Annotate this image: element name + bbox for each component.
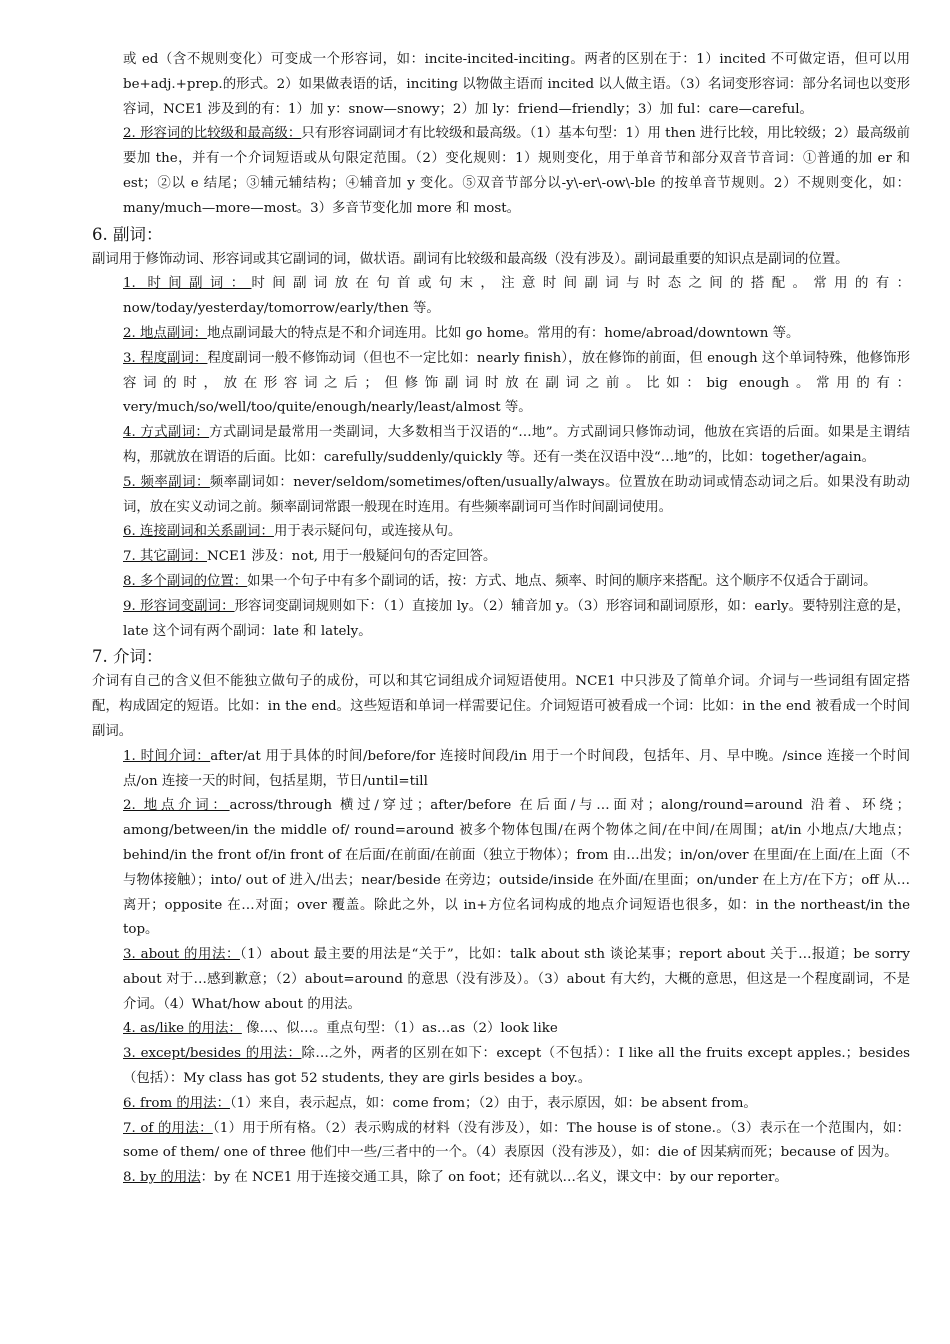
adverb-item [123, 595, 910, 645]
item-body: across/through 横过/穿过；after/before 在后面/与…面对；along/round=around 沿着、环绕；among/between/in the middle of/ round=around 被多个物体包围/在两个物体之间/在中间/在周围；at/in 小地点/大地点；behind/in the front of/in front of 在后面/在前面/在前面（独立于物体）；from 由…出发；in/on/over 在里面/在上面/在上面（不与物体接触）；into/ out of 进入/出去；near/beside 在旁边；outside/inside 在外面/在里面；on/under 在上方/在下方；off 从…离开；opposite 在…对面；over 覆盖。除此之外，以 in+方位名词构成的地点介词短语也很多，如：in the northeast/in the top。 [123, 798, 910, 938]
item-body: ：by 在 NCE1 用于连接交通工具，除了 on foot；还有就以…名义，课文中：by our reporter。 [200, 1170, 788, 1186]
section-intro-preposition: 介词有自己的含义但不能独立做句子的成份，可以和其它词组成介词短语使用。NCE1 中只涉及了简单介词。介词与一些词组有固定搭配，构成固定的短语。比如：in the end。这些短语和单词一样需要记住。介词短语可被看成一个词：比如：in the end 被看成一个时间副词。 [92, 674, 910, 739]
item-heading: 7. 其它副词： [123, 549, 207, 565]
preposition-item [123, 1117, 910, 1167]
item-body: 程度副词一般不修饰动词（但也不一定比如：nearly finish），放在修饰的前面，但 enough 这个单词特殊，他修饰形容词的时，放在形容词之后；但修饰副词时放在副词之前。比如：big enough。常用的有：very/much/so/well/too/quite/enough/nearly/least/almost 等。 [123, 350, 910, 416]
adverb-item [123, 570, 910, 595]
preposition-item [123, 745, 910, 795]
preposition-item [123, 943, 910, 1017]
paragraph-adjective-formation [123, 48, 910, 122]
item-heading: 6. 连接副词和关系副词： [123, 524, 274, 540]
preposition-item [123, 1017, 910, 1042]
item-heading: 4. 方式副词： [123, 425, 210, 441]
item-body: 地点副词最大的特点是不和介词连用。比如 go home。常用的有：home/abroad/downtown 等。 [207, 325, 800, 341]
adverb-item [123, 545, 910, 570]
item-heading: 9. 形容词变副词： [123, 598, 235, 614]
item-heading: 2. 地点介词： [123, 798, 230, 814]
item-heading: 8. 多个副词的位置： [123, 573, 248, 589]
item-body: 像…、似…。重点句型：（1）as…as（2）look like [241, 1021, 558, 1037]
section-title-adverb: 6. 副词： [92, 224, 163, 244]
item-body: 如果一个句子中有多个副词的话，按：方式、地点、频率、时间的顺序来搭配。这个顺序不仅适合于副词。 [247, 573, 877, 589]
preposition-item [123, 794, 910, 943]
item-heading: 2. 地点副词： [123, 325, 207, 341]
item-heading: 8. by 的用法 [123, 1170, 201, 1186]
adverb-item [123, 272, 910, 322]
section-intro-adverb: 副词用于修饰动词、形容词或其它副词的词，做状语。副词有比较级和最高级（没有涉及）。副词最重要的知识点是副词的位置。 [92, 251, 849, 267]
item-body: （1）来自，表示起点，如：come from；（2）由于，表示原因，如：be absent from。 [229, 1095, 757, 1111]
adverb-item [123, 322, 910, 347]
item-body: （1）用于所有格。（2）表示购成的材料（没有涉及），如：The house is of stone.。（3）表示在一个范围内，如：some of them/ one of three 他们中一些/三者中的一个。（4）表原因（没有涉及），如：die of 因某病而死；because of 因为。 [123, 1120, 910, 1161]
item-body: 时间副词放在句首或句末，注意时间副词与时态之间的搭配。常用的有：now/today/yesterday/tomorrow/early/then 等。 [123, 276, 910, 317]
item-heading: 5. 频率副词： [123, 474, 210, 490]
item-body: 只有形容词副词才有比较级和最高级。（1）基本句型：1）用 then 进行比较，用比较级；2）最高级前要加 the，并有一个介词短语或从句限定范围。（2）变化规则：1）规则变化，用于单音节和部分双音节音词：①普通的加 er 和 est；②以 e 结尾；③辅元辅结构；④辅音加 y 变化。⑤双音节部分以-y\-er\-ow\-ble 的按单音节规则。2）不规则变化，如：many/much—more—most。3）多音节变化加 more 和 most。 [123, 126, 910, 216]
item-heading: 2. 形容词的比较级和最高级： [123, 126, 302, 142]
preposition-item [123, 1166, 910, 1191]
item-body: 形容词变副词规则如下：（1）直接加 ly。（2）辅音加 y。（3）形容词和副词原形，如：early。要特别注意的是，late 这个词有两个副词：late 和 lately。 [123, 598, 910, 639]
paragraph-comparison [123, 122, 910, 221]
item-body: NCE1 涉及：not, 用于一般疑问句的否定回答。 [207, 549, 497, 565]
section-title-preposition: 7. 介词： [92, 647, 163, 667]
adverb-item [123, 520, 910, 545]
item-heading: 6. from 的用法： [123, 1095, 230, 1111]
item-body: 除…之外，两者的区别在如下：except（不包括）：I like all the fruits except apples.；besides（包括）：My class has got 52 students, they are girls besides a boy.。 [123, 1046, 910, 1087]
item-heading: 7. of 的用法： [123, 1120, 213, 1136]
item-heading: 3. 程度副词： [123, 350, 208, 366]
item-heading: 1. 时间介词： [123, 748, 211, 764]
item-body: 方式副词是最常用一类副词，大多数相当于汉语的“…地”。方式副词只修饰动词，他放在宾语的后面。如果是主谓结构，那就放在谓语的后面。比如：carefully/suddenly/quickly 等。还有一类在汉语中没“…地”的，比如：together/again。 [123, 425, 910, 465]
item-body: 用于表示疑问句，或连接从句。 [273, 524, 462, 540]
item-heading: 3. except/besides 的用法： [123, 1046, 302, 1062]
adverb-item [123, 421, 910, 471]
paragraph-text: 或 ed（含不规则变化）可变成一个形容词，如：incite-incited-inciting。两者的区别在于：1）incited 不可做定语，但可以用 be+adj.+prep.的形式。2）如果做表语的话，inciting 以物做主语而 incited 以人做主语。（3）名词变形容词：部分名词也以变形容词，NCE1 涉及到的有：1）加 y：snow—snowy；2）加 ly：friend—friendly；3）加 ful：care—careful。 [123, 52, 910, 117]
item-heading: 1. 时间副词： [123, 276, 252, 292]
item-body: 频率副词如：never/seldom/sometimes/often/usually/always。位置放在助动词或情态动词之后。如果没有助动词，放在实义动词之前。频率副词常跟一般现在时连用。有些频率副词可当作时间副词使用。 [123, 474, 910, 515]
item-body: （1）about 最主要的用法是“关于”，比如：talk about sth 谈论某事；report about 关于…报道；be sorry about 对于…感到歉意；（2）about=around 的意思（没有涉及）。（3）about 有大约，大概的意思，但这是一个程度副词，不是介词。（4）What/how about 的用法。 [123, 947, 910, 1012]
adverb-item [123, 471, 910, 521]
item-heading: 4. as/like 的用法： [123, 1021, 242, 1037]
preposition-item [123, 1092, 910, 1117]
preposition-item [123, 1042, 910, 1092]
item-heading: 3. about 的用法： [123, 947, 240, 963]
adverb-item [123, 347, 910, 421]
item-body: after/at 用于具体的时间/before/for 连接时间段/in 用于一个时间段，包括年、月、早中晚。/since 连接一个时间点/on 连接一天的时间，包括星期，节日/until=till [123, 748, 910, 789]
